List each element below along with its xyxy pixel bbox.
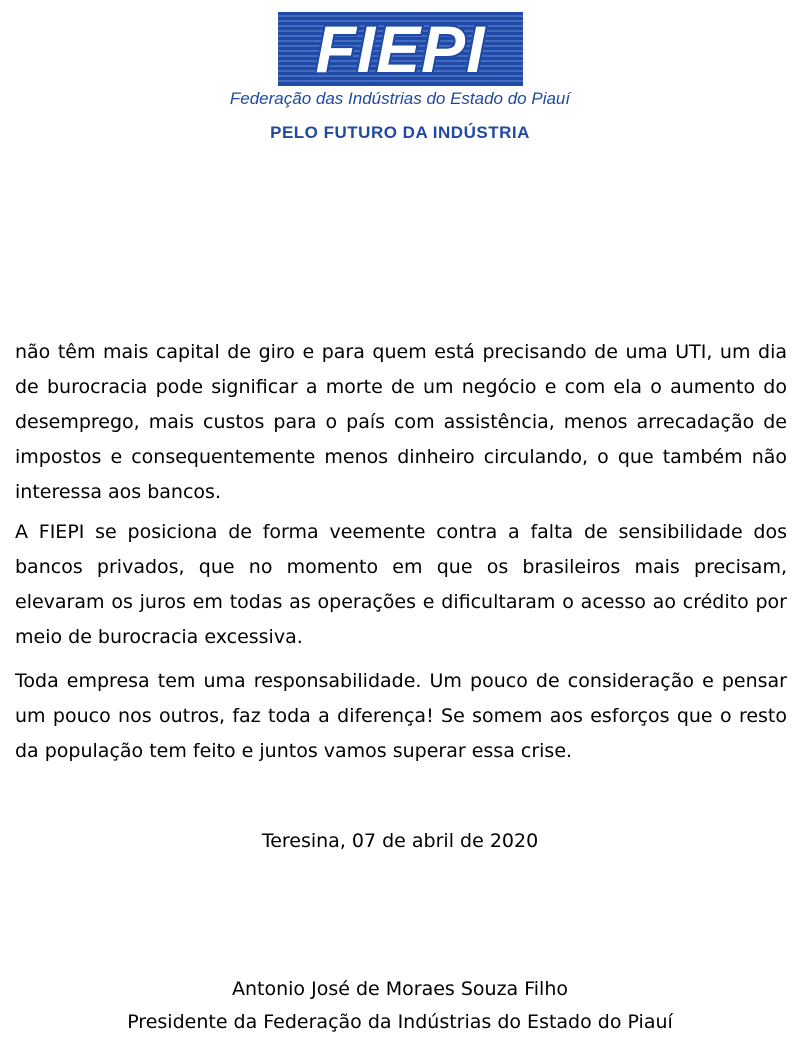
organization-tagline: PELO FUTURO DA INDÚSTRIA [270,123,530,142]
logo-wordmark: FIEPI [315,12,486,86]
fiepi-logo [278,12,523,86]
signer-title: Presidente da Federação da Indústrias do Estado do Piauí [127,1011,673,1033]
letterhead [0,0,800,150]
signer-name: Antonio José de Moraes Souza Filho [232,978,568,1000]
body-paragraph-3: Toda empresa tem uma responsabilidade. Um pouco de consideração e pensar um pouco nos outros, faz toda a diferença! Se somem aos esforços que o resto da população tem feito e juntos vamos superar essa crise. [15,670,787,762]
organization-name: Federação das Indústrias do Estado do Piauí [229,89,571,108]
body-paragraph-1: não têm mais capital de giro e para quem está precisando de uma UTI, um dia de burocracia pode significar a morte de um negócio e com ela o aumento do desemprego, mais custos para o país com assistência, menos arrecadação de impostos e consequentemente menos dinheiro circulando, o que também não interessa aos bancos. [15,341,787,503]
body-paragraph-2: A FIEPI se posiciona de forma veemente contra a falta de sensibilidade dos bancos privados, que no momento em que os brasileiros mais precisam, elevaram os juros em todas as operações e dificultaram o acesso ao crédito por meio de burocracia excessiva. [15,521,787,648]
date-line: Teresina, 07 de abril de 2020 [261,830,539,852]
